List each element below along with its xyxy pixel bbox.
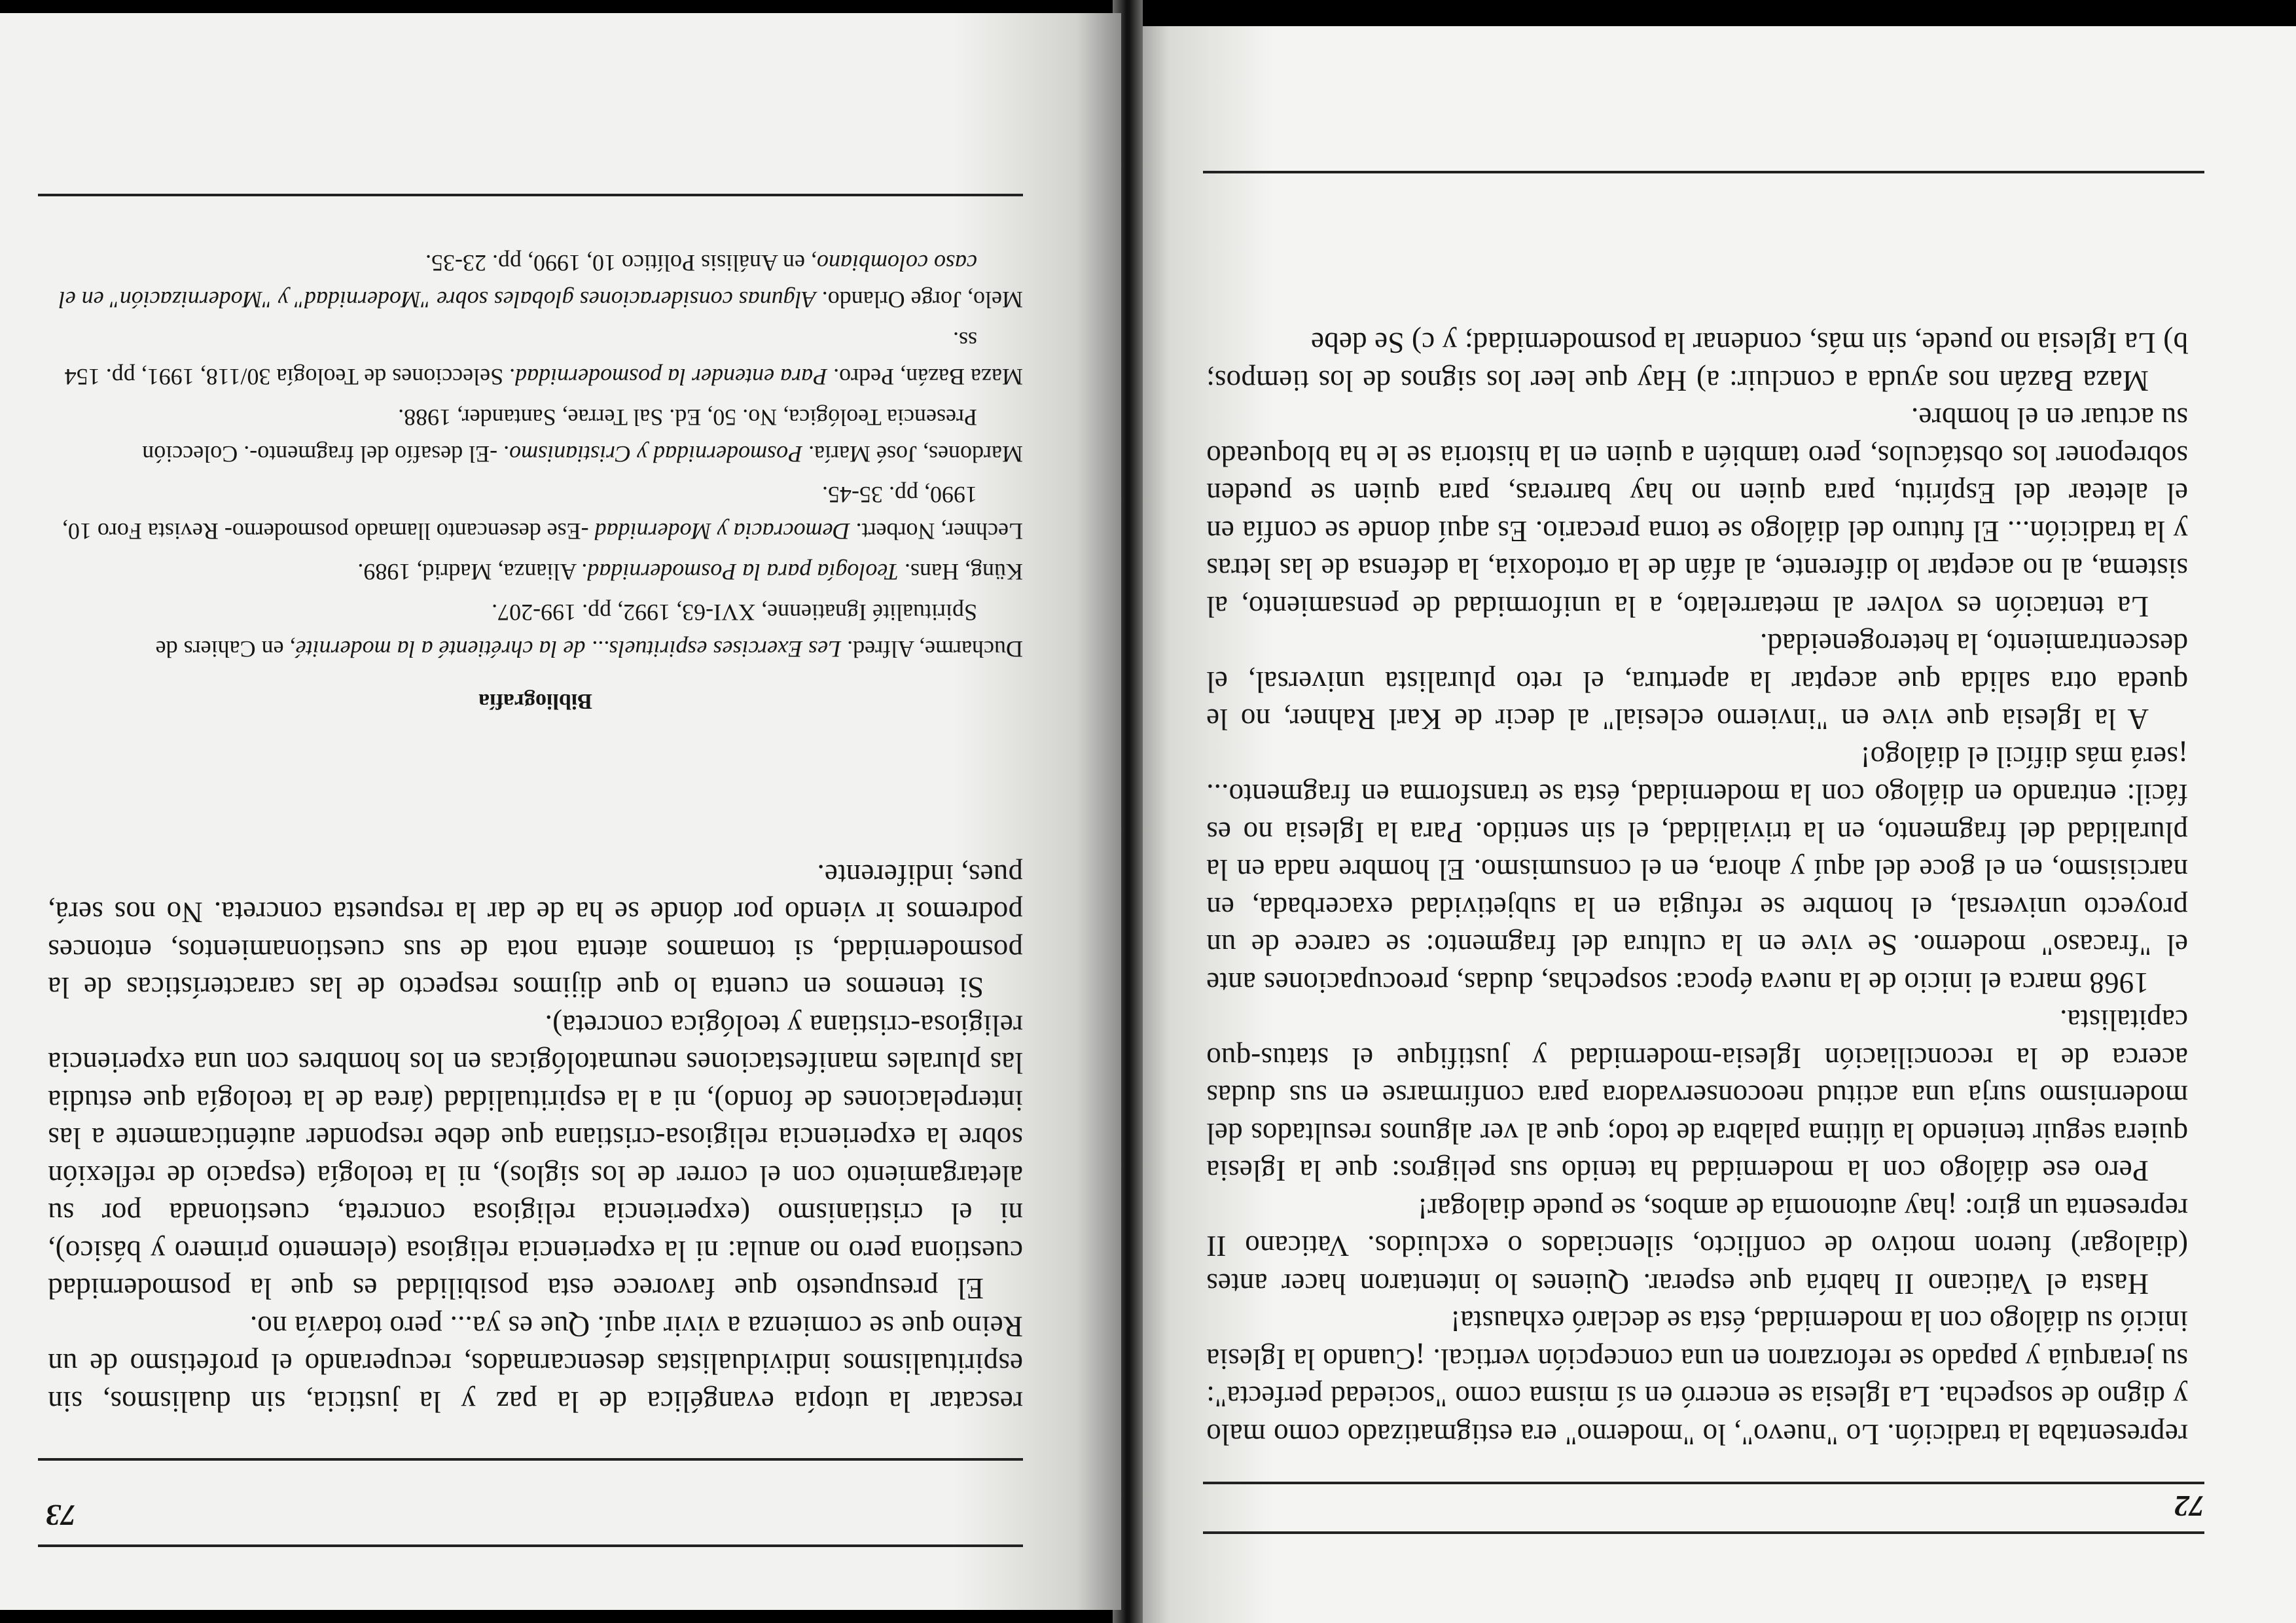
bib-author: Mardones, José María. xyxy=(802,441,1023,467)
paragraph: rescatar la utopía evangélica de la paz y la justicia, sin dualismos, sin espiritualismos individualistas desencarnados, recuperando el profetismo de un Reino que se comienza a vivir aquí. Que es ya... pero todavía no. xyxy=(48,1310,1023,1418)
paragraph: Hasta el Vaticano II habría que esperar. Quienes lo intentaron hacer antes (dialogar) fueron motivo de conflicto, silenciados o excluidos. Vaticano II representa un giro: ¡hay autonomía de ambos, se puede dialogar! xyxy=(1206,1192,2188,1300)
page-number: 73 xyxy=(46,1499,76,1532)
paragraph: Maza Bazán nos ayuda a concluir: a) Hay que leer los signos de los tiempos; b) La Iglesia no puede, sin más, condenar la posmodernidad; y c) Se debe xyxy=(1206,327,2188,397)
page-number: 72 xyxy=(2174,1489,2204,1523)
paragraph: Pero ese diálogo con la modernidad ha tenido sus peligros: que la Iglesia quiera seguir teniendo la última palabra de todo; que al ver algunos resultados del modernismo surja una actitud neoconservadora para confirmarse en sus dudas acerca de la reconciliación Iglesia-modernidad y justifique el status-quo capitalista. xyxy=(1206,1004,2188,1188)
bibliography-entry xyxy=(48,399,1023,473)
paragraph: La tentación es volver al metarrelato, a la uniformidad de pensamiento, al sistema, al no aceptar lo diferente, al afán de la ortodoxia, la defensa de las letras y la tradición... El futuro del diálogo se torna precario. Es aquí donde se confía en el aletear del Espíritu, para quien no hay barreras, para quien se pueden sobreponer los obstáculos, pero también a quien en la historia se le ha bloqueado su actuar en el hombre. xyxy=(1206,402,2188,623)
bib-title: Posmodernidad y Cristianismo xyxy=(509,441,803,467)
bib-author: Küng, Hans. xyxy=(899,559,1023,585)
bib-title: Les Exercises espirituels... de la chrétienté a la modernité xyxy=(295,636,842,662)
bibliography-entry xyxy=(48,476,1023,550)
bib-author: Ducharme, Alfred. xyxy=(841,636,1023,662)
bib-title: Para entender la posmodernidad xyxy=(515,364,828,390)
bib-author: Maza Bazán, Pedro. xyxy=(827,364,1023,390)
bib-details: . -El desafío del fragmento-. Colección Presencia Teológica, No. 50, Ed. Sal Terrae, Santander, 1988. xyxy=(142,404,977,467)
bib-details: , en Cahiers de Spiritualité Ignatienne, XVI-63, 1992, pp. 199-207. xyxy=(155,599,977,662)
page-body xyxy=(1206,324,2188,1453)
bib-title: Democracia y Modernidad xyxy=(594,518,850,544)
header-rule-bottom xyxy=(1203,1482,2204,1484)
header-rule-top xyxy=(1203,1531,2204,1534)
bib-details: , en Análisis Político 10, 1990, pp. 23-35. xyxy=(425,250,817,276)
bibliography-list xyxy=(48,241,1023,668)
paragraph: El presupuesto que favorece esta posibilidad es que la posmodernidad cuestiona pero no anula: ni la experiencia religiosa (elemento primero y básico), ni el cristianismo (experiencia religiosa concreta, cuestionada por su aletargamiento con el correr de los siglos), ni la teología (espacio de reflexión sobre la experiencia religiosa-cristiana que debe responder auténticamente a las interpelaciones de fondo), ni a la espiritualidad (área de la teología que estudia las plurales manifestaciones neumatológicas en los hombres con una experiencia religiosa-cristiana y teológica concreta). xyxy=(48,1009,1023,1306)
footer-rule xyxy=(1203,171,2204,173)
paragraph: Si tenemos en cuenta lo que dijimos respecto de las características de la posmodernidad, si tomamos atenta nota de sus cuestionamientos, entonces podremos ir viendo por dónde se ha de dar la respuesta concreta. No nos será, pues, indiferente. xyxy=(48,859,1023,1005)
bib-details: . Selecciones de Teología 30/118, 1991, pp. 154 ss. xyxy=(64,327,977,390)
bib-details: -Ese desencanto llamado posmoderno- Revista Foro 10, 1990, pp. 35-45. xyxy=(62,482,977,544)
footer-rule xyxy=(38,194,1023,196)
bibliography-entry xyxy=(48,594,1023,668)
bibliography-entry xyxy=(48,322,1023,395)
page-right xyxy=(0,13,1121,1610)
bibliography-title: Bibliografía xyxy=(478,689,592,713)
page-left xyxy=(1134,26,2296,1623)
bib-author: Melo, Jorge Orlando. xyxy=(816,287,1023,313)
bibliography-entry xyxy=(48,554,1023,590)
bib-title: Teología para la Posmodernidad xyxy=(587,559,899,585)
paragraph: representaba la tradición. Lo "nuevo", lo "moderno" era estigmatizado como malo y digno de sospecha. La Iglesia se encerró en sí misma como "sociedad perfecta": su jerarquía y papado se reforzaron en una concepción vertical. ¡Cuando la Iglesia inició su diálogo con la modernidad, ésta se declaró exhausta! xyxy=(1206,1305,2188,1451)
page-body xyxy=(48,856,1023,1421)
header-rule-bottom xyxy=(38,1458,1023,1461)
bibliography-entry xyxy=(48,245,1023,318)
bib-title: Algunas consideraciones globales sobre "Modernidad" y "Modernización" en el caso colombiano xyxy=(58,250,977,313)
bib-author: Lechner, Norbert. xyxy=(850,518,1023,544)
header-rule-top xyxy=(38,1544,1023,1547)
paragraph: A la Iglesia que vive en "invierno eclesial" al decir de Karl Rahner, no le queda otra salida que aceptar la apertura, el reto pluralista universal, el descentramiento, la heterogeneidad. xyxy=(1206,628,2188,736)
bib-details: . Alianza, Madrid, 1989. xyxy=(357,559,588,585)
paragraph: 1968 marca el inicio de la nueva época: sospechas, dudas, preocupaciones ante el "fracaso" moderno. Se vive en la cultura del fragmento: se carece de un proyecto universal, el hombre se refugia en la subjetividad exacerbada, en narcisismo, en el goce del aquí y ahora, en el consumismo. El hombre nada en la pluralidad del fragmento, en la trivialidad, el sin sentido. Para la Iglesia no es fácil: entrando en diálogo con la modernidad, ésta se transforma en fragmento... ¡será más difícil el diálogo! xyxy=(1206,741,2188,999)
